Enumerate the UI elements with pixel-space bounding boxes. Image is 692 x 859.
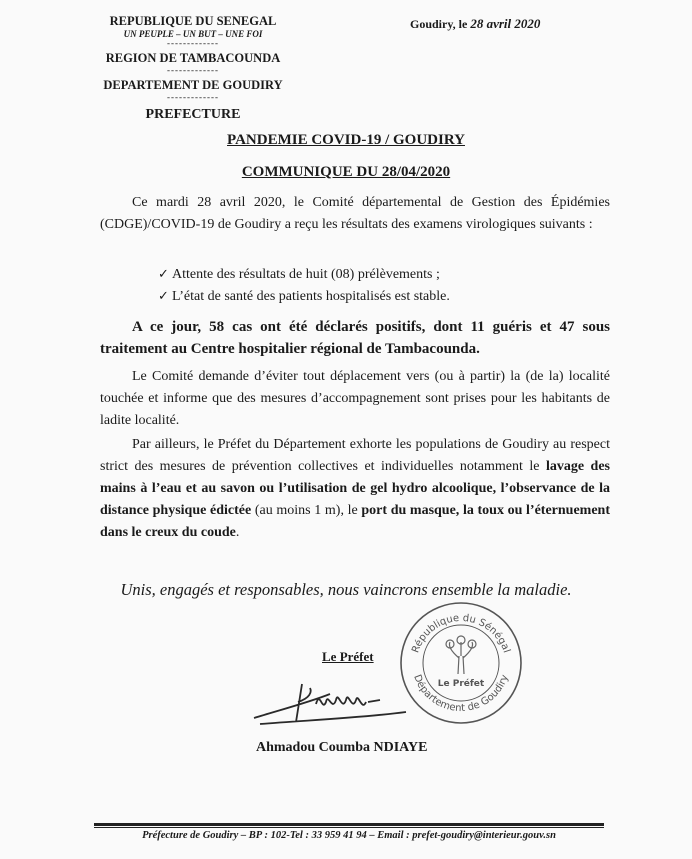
closing-motto: Unis, engagés et responsables, nous vaincrons ensemble la maladie. xyxy=(120,580,572,599)
signatory-name: Ahmadou Coumba NDIAYE xyxy=(256,740,428,755)
separator-3: ------------- xyxy=(167,92,219,102)
date-value: 28 avril 2020 xyxy=(470,16,541,31)
cases-summary: A ce jour, 58 cas ont été déclarés positifs, dont 11 guéris et 47 sous traitement au Centre hospitalier régional de Tambacounda. xyxy=(100,319,610,357)
official-stamp xyxy=(398,600,524,726)
signatory-title: Le Préfet xyxy=(322,649,374,664)
department-label: DEPARTEMENT DE GOUDIRY xyxy=(103,78,283,92)
prefect-paragraph xyxy=(100,434,610,544)
prefect-text-1: Par ailleurs, le Préfet du Département exhorte les populations de Goudiry au respect strict des mesures de prévention collectives et individuelles notamment le xyxy=(100,437,610,474)
prefecture-label: PREFECTURE xyxy=(145,107,241,122)
main-title: PANDEMIE COVID-19 / GOUDIRY xyxy=(227,132,465,148)
list-item-text: L’état de santé des patients hospitalisés est stable. xyxy=(172,289,450,304)
footer-rule-thin xyxy=(94,827,604,828)
document-date xyxy=(410,16,540,32)
handwritten-signature xyxy=(250,672,410,732)
prefect-text-3: (au moins 1 m), le xyxy=(251,503,362,518)
baobab-tree-icon xyxy=(446,636,476,674)
communique-title: COMMUNIQUE DU 28/04/2020 xyxy=(241,164,451,180)
intro-paragraph: Ce mardi 28 avril 2020, le Comité départemental de Gestion des Épidémies (CDGE)/COVID-19 de Goudiry a reçu les résultats des examens virologiques suivants : xyxy=(100,195,610,232)
letterhead xyxy=(88,14,298,124)
separator-2: ------------- xyxy=(167,65,219,75)
date-prefix: Goudiry, le xyxy=(410,17,468,31)
stamp-top-text: République du Sénégal xyxy=(410,612,512,655)
prefect-text-2: lavage des mains à l’eau et au savon ou l’utilisation de gel hydro alcoolique, l’observance de la distance physique édictée xyxy=(100,459,610,518)
stamp-center-text: Le Préfet xyxy=(437,679,485,689)
national-motto: UN PEUPLE – UN BUT – UNE FOI xyxy=(123,29,263,39)
checkmark-icon: ✓ xyxy=(158,267,169,282)
republic-label: REPUBLIQUE DU SENEGAL xyxy=(109,14,277,28)
separator-1: ------------- xyxy=(167,38,219,48)
committee-paragraph: Le Comité demande d’éviter tout déplacement vers (ou à partir) la (de la) localité touchée et informe que des mesures d’accompagnement sont prises pour les habitants de ladite localité. xyxy=(100,369,610,428)
list-item xyxy=(158,286,588,308)
list-item xyxy=(158,264,588,286)
region-label: REGION DE TAMBACOUNDA xyxy=(105,51,281,65)
footer-rule-thick xyxy=(94,823,604,826)
prefect-text-5: . xyxy=(235,525,240,540)
results-list xyxy=(158,264,588,308)
stamp-bottom-text: Département de Goudiry xyxy=(411,673,511,715)
list-item-text: Attente des résultats de huit (08) prélèvements ; xyxy=(172,267,440,282)
footer-contact: Préfecture de Goudiry – BP : 102-Tel : 33 959 41 94 – Email : prefet-goudiry@interieur.gouv.sn xyxy=(142,830,556,841)
checkmark-icon: ✓ xyxy=(158,289,169,304)
prefect-text-4: port du masque, la toux ou l’éternuement dans le creux du coude xyxy=(100,503,610,540)
